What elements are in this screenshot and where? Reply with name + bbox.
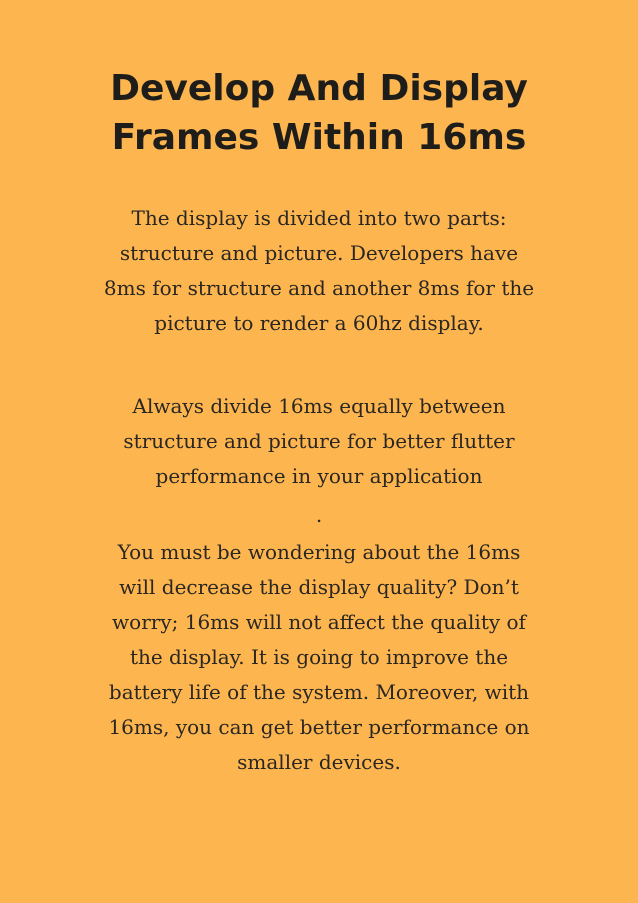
paragraph-line: structure and picture. Developers have	[119, 241, 519, 265]
paragraph-line: battery life of the system. Moreover, with	[108, 680, 530, 704]
paragraph-line: performance in your application	[155, 464, 483, 488]
paragraph-line: The display is divided into two parts:	[131, 206, 507, 230]
paragraph-line: worry; 16ms will not affect the quality of	[112, 610, 526, 634]
paragraph-display-division	[50, 201, 588, 341]
paragraph-line: smaller devices.	[237, 750, 401, 774]
paragraph-line: will decrease the display quality? Don’t	[119, 575, 519, 599]
page-title	[0, 64, 638, 162]
paragraph-line: structure and picture for better flutter	[123, 429, 515, 453]
paragraph-divide-equally	[50, 389, 588, 494]
paragraph-line: picture to render a 60hz display.	[154, 311, 484, 335]
title-line-2: Frames Within 16ms	[111, 117, 527, 158]
paragraph-display-quality	[50, 535, 588, 780]
paragraph-line: 8ms for structure and another 8ms for the	[103, 276, 535, 300]
paragraph-line: 16ms, you can get better performance on	[108, 715, 530, 739]
paragraph-line: the display. It is going to improve the	[129, 645, 509, 669]
paragraph-line: Always divide 16ms equally between	[132, 394, 506, 418]
paragraph-line: You must be wondering about the 16ms	[117, 540, 521, 564]
title-line-1: Develop And Display	[110, 68, 528, 109]
stray-period: .	[315, 503, 323, 527]
